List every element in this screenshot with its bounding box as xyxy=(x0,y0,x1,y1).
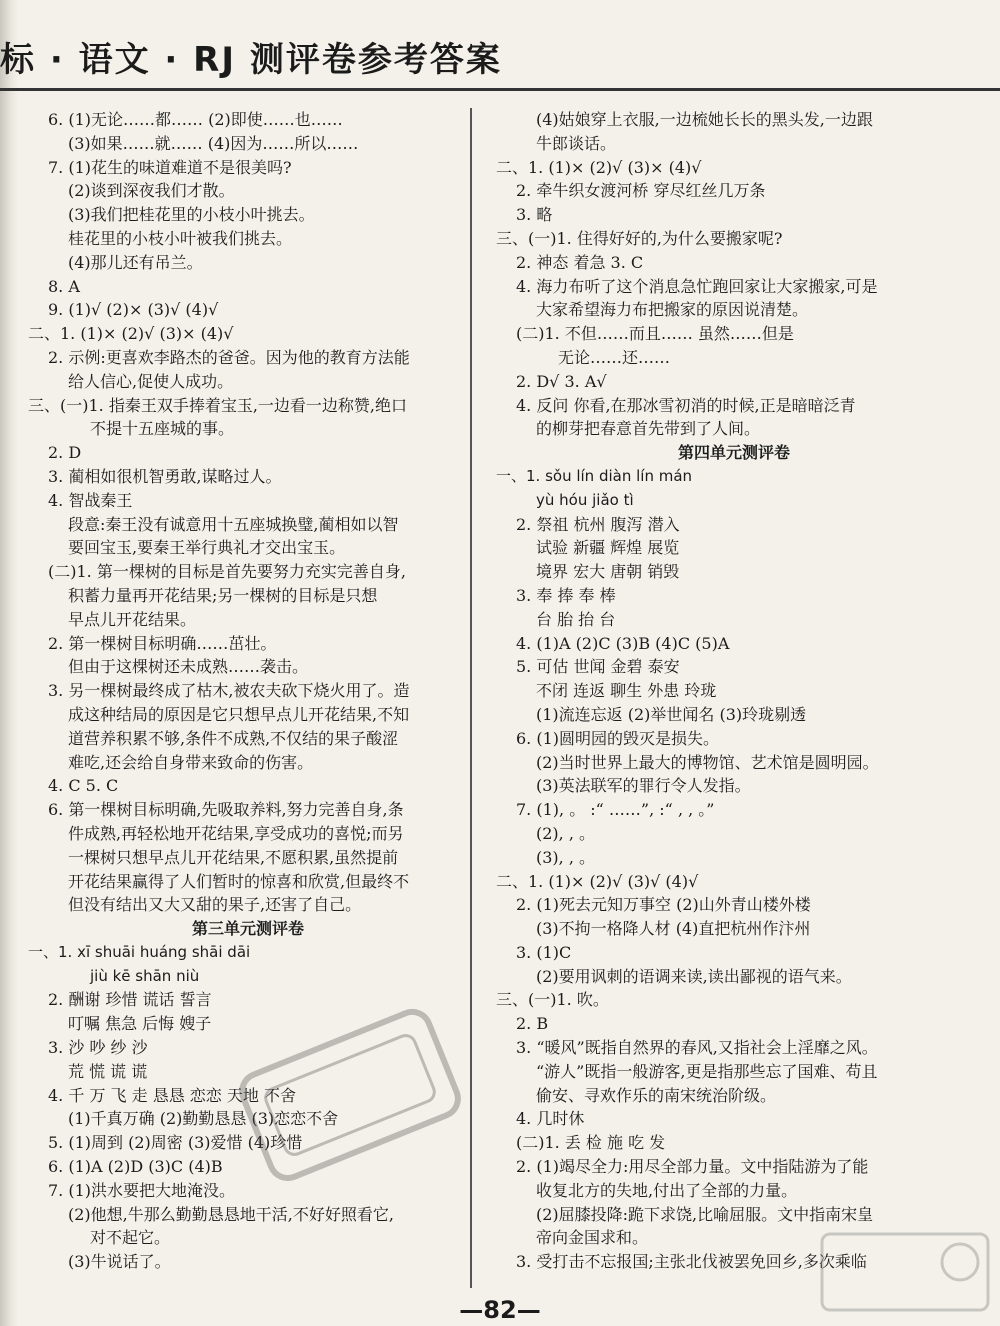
answer-line: 5. (1)周到 (2)周密 (3)爱惜 (4)珍惜 xyxy=(48,1133,303,1153)
answer-line: 一、1. sǒu lín diàn lín mán xyxy=(496,466,693,485)
answer-line: 叮嘱 焦急 后悔 嫂子 xyxy=(68,1014,212,1034)
answer-line: 2. 祭祖 杭州 腹泻 潜入 xyxy=(516,514,680,534)
answer-line: (二)1. 第一棵树的目标是首先要努力充实完善自身, xyxy=(48,562,406,582)
answer-line: 6. (1)圆明园的毁灭是损失。 xyxy=(516,728,720,748)
answer-line: 帝向金国求和。 xyxy=(536,1228,649,1248)
answer-line: 二、1. (1)× (2)√ (3)× (4)√ xyxy=(496,157,702,177)
answer-line: 荒 慌 谎 谎 xyxy=(68,1061,148,1081)
answer-line: 3. 蔺相如很机智勇敢,谋略过人。 xyxy=(48,466,282,486)
answer-line: 一、1. xī shuāi huáng shāi dāi xyxy=(28,942,251,961)
answer-line: 给人信心,促使人成功。 xyxy=(68,371,234,391)
answer-line: 三、(一)1. 住得好好的,为什么要搬家呢? xyxy=(496,228,783,248)
answer-line: 7. (1)洪水要把大地淹没。 xyxy=(48,1180,236,1200)
answer-line: 4. (1)A (2)C (3)B (4)C (5)A xyxy=(516,633,730,653)
answer-line: 6. (1)A (2)D (3)C (4)B xyxy=(48,1157,223,1177)
answer-line: 5. 可估 世闻 金碧 泰安 xyxy=(516,657,680,677)
answer-line: 二、1. (1)× (2)√ (3)√ (4)√ xyxy=(496,871,699,891)
answer-line: 收复北方的失地,付出了全部的力量。 xyxy=(536,1180,798,1200)
answer-line: (3)牛说话了。 xyxy=(68,1252,171,1272)
answer-line: “游人”既指一般游客,更是指那些忘了国难、苟且 xyxy=(536,1061,878,1081)
answer-line: 件成熟,再轻松地开花结果,享受成功的喜悦;而另 xyxy=(68,823,404,843)
answer-line: 对不起它。 xyxy=(90,1228,171,1248)
answer-line: 2. 神态 着急 3. C xyxy=(516,252,644,272)
answer-line: 2. 酬谢 珍惜 谎话 誓言 xyxy=(48,990,212,1010)
answer-line: (二)1. 丢 检 施 吃 发 xyxy=(516,1133,666,1153)
answer-line: 7. (1)花生的味道难道不是很美吗? xyxy=(48,157,292,177)
answer-line: (2)屈膝投降:跪下求饶,比喻屈服。文中指南宋皇 xyxy=(536,1204,874,1224)
answer-line: 二、1. (1)× (2)√ (3)× (4)√ xyxy=(28,324,234,344)
answer-line: 7. (1), 。 :“ ……”, :“ , , 。” xyxy=(516,800,715,820)
answer-line: 4. C 5. C xyxy=(48,776,119,796)
answer-line: (4)姑娘穿上衣服,一边梳她长长的黑头发,一边跟 xyxy=(536,110,873,129)
answer-line: 9. (1)√ (2)× (3)√ (4)√ xyxy=(48,300,219,320)
right-column xyxy=(496,108,972,1288)
answer-line: 6. (1)无论……都…… (2)即使……也…… xyxy=(48,110,343,129)
page-edge-shadow xyxy=(0,0,18,1326)
section-heading: 第四单元测评卷 xyxy=(677,443,790,463)
answer-line: 早点儿开花结果。 xyxy=(68,609,197,629)
answer-line: 但没有结出又大又甜的果子,还害了自己。 xyxy=(68,895,362,915)
corner-logo xyxy=(820,1232,990,1312)
answer-line: 2. 第一棵树目标明确……茁壮。 xyxy=(48,633,277,653)
answer-line: (3)不拘一格降人材 (4)直把杭州作汴州 xyxy=(536,919,811,939)
answer-line: 牛郎谈话。 xyxy=(536,133,617,153)
left-column xyxy=(28,108,468,1288)
answer-line: (3)如果……就…… (4)因为……所以…… xyxy=(68,133,359,153)
answer-line: 3. 受打击不忘报国;主张北伐被罢免回乡,多次乘临 xyxy=(516,1252,867,1272)
answer-line: 要回宝玉,要秦王举行典礼才交出宝玉。 xyxy=(68,538,346,558)
answer-line: 2. (1)死去元知万事空 (2)山外青山楼外楼 xyxy=(516,895,811,915)
answer-line: 2. D√ 3. A√ xyxy=(516,371,607,391)
answer-line: 偷安、寻欢作乐的南宋统治阶级。 xyxy=(536,1085,777,1105)
answer-line: 台 胎 抬 台 xyxy=(536,609,616,629)
answer-line: (二)1. 不但……而且…… 虽然……但是 xyxy=(516,324,794,344)
answer-line: 境界 宏大 唐朝 销毁 xyxy=(536,562,680,582)
answer-line: 段意:秦王没有诚意用十五座城换璧,蔺相如以智 xyxy=(68,514,399,534)
answer-line: (2), , 。 xyxy=(536,823,596,843)
answer-line: 6. 第一棵树目标明确,先吸取养料,努力完善自身,条 xyxy=(48,800,404,820)
answer-line: 一棵树只想早点儿开花结果,不愿积累,虽然提前 xyxy=(68,847,399,867)
page-number: —82— xyxy=(459,1296,541,1324)
answer-line: 4. 海力布听了这个消息急忙跑回家让大家搬家,可是 xyxy=(516,276,878,296)
column-divider xyxy=(470,108,472,1288)
answer-line: (1)流连忘返 (2)举世闻名 (3)玲珑剔透 xyxy=(536,704,807,724)
answer-line: 成这种结局的原因是它只想早点儿开花结果,不知 xyxy=(68,704,410,724)
answer-line: jiù kē shān niù xyxy=(90,966,200,985)
answer-line: (2)谈到深夜我们才散。 xyxy=(68,181,235,201)
answer-line: 4. 几时休 xyxy=(516,1109,585,1129)
answer-line: (2)当时世界上最大的博物馆、艺术馆是圆明园。 xyxy=(536,752,879,772)
answer-line: 3. 另一棵树最终成了枯木,被农夫砍下烧火用了。造 xyxy=(48,681,410,701)
answer-line: 2. B xyxy=(516,1014,549,1034)
answer-line: yù hóu jiǎo tì xyxy=(536,490,634,509)
answer-line: (2)他想,牛那么勤勤恳恳地干活,不好好照看它, xyxy=(68,1204,394,1224)
answer-line: 8. A xyxy=(48,276,80,296)
answer-line: (2)要用讽刺的语调来读,读出鄙视的语气来。 xyxy=(536,966,852,986)
answer-line: (3)我们把桂花里的小枝小叶挑去。 xyxy=(68,205,315,225)
answer-line: 2. 示例:更喜欢李路杰的爸爸。因为他的教育方法能 xyxy=(48,347,410,367)
answer-line: 4. 智战秦王 xyxy=(48,490,133,510)
answer-line: 开花结果赢得了人们暂时的惊喜和欣赏,但最终不 xyxy=(68,871,410,891)
answer-line: 试验 新疆 辉煌 展览 xyxy=(536,538,680,558)
answer-line: 4. 千 万 飞 走 恳恳 恋恋 天地 不舍 xyxy=(48,1085,296,1105)
answer-line: 大家希望海力布把搬家的原因说清楚。 xyxy=(536,300,809,320)
header-rule xyxy=(0,88,1000,91)
answer-line: 2. 牵牛织女渡河桥 穿尽红丝几万条 xyxy=(516,181,766,201)
answer-line: (3), , 。 xyxy=(536,847,596,867)
answer-line: 4. 反问 你看,在那冰雪初消的时候,正是暗暗泛青 xyxy=(516,395,856,415)
answer-line: (3)英法联军的罪行令人发指。 xyxy=(536,776,751,796)
answer-line: (1)千真万确 (2)勤勤恳恳 (3)恋恋不舍 xyxy=(68,1109,339,1129)
page-title: 标 · 语文 · RJ 测评卷参考答案 xyxy=(0,40,502,80)
answer-line: 2. (1)竭尽全力:用尽全部力量。文中指陆游为了能 xyxy=(516,1157,869,1177)
answer-line: 不提十五座城的事。 xyxy=(90,419,235,439)
answer-line: 不闭 连返 聊生 外患 玲珑 xyxy=(536,681,717,701)
answer-line: 桂花里的小枝小叶被我们挑去。 xyxy=(68,228,293,248)
answer-line: 的柳芽把春意首先带到了人间。 xyxy=(536,419,761,439)
answer-line: 三、(一)1. 指秦王双手捧着宝玉,一边看一边称赞,绝口 xyxy=(28,395,408,415)
answer-line: 3. 略 xyxy=(516,205,553,225)
answer-line: 无论……还…… xyxy=(558,347,671,367)
section-heading: 第三单元测评卷 xyxy=(191,919,304,939)
answer-line: 难吃,还会给自身带来致命的伤害。 xyxy=(68,752,314,772)
answer-line: 2. D xyxy=(48,443,82,463)
answer-line: (4)那儿还有吊兰。 xyxy=(68,252,203,272)
answer-line: 3. (1)C xyxy=(516,942,572,962)
answer-line: 积蓄力量再开花结果;另一棵树的目标是只想 xyxy=(68,585,378,605)
answer-line: 三、(一)1. 吹。 xyxy=(496,990,609,1010)
answer-line: 3. 奉 捧 奉 棒 xyxy=(516,585,616,605)
answer-line: 但由于这棵树还未成熟……袭击。 xyxy=(68,657,309,677)
answer-line: 3. 沙 吵 纱 沙 xyxy=(48,1038,148,1058)
answer-line: 道营养积累不够,条件不成熟,不仅结的果子酸涩 xyxy=(68,728,399,748)
answer-line: 3. “暖风”既指自然界的春风,又指社会上淫靡之风。 xyxy=(516,1038,878,1058)
